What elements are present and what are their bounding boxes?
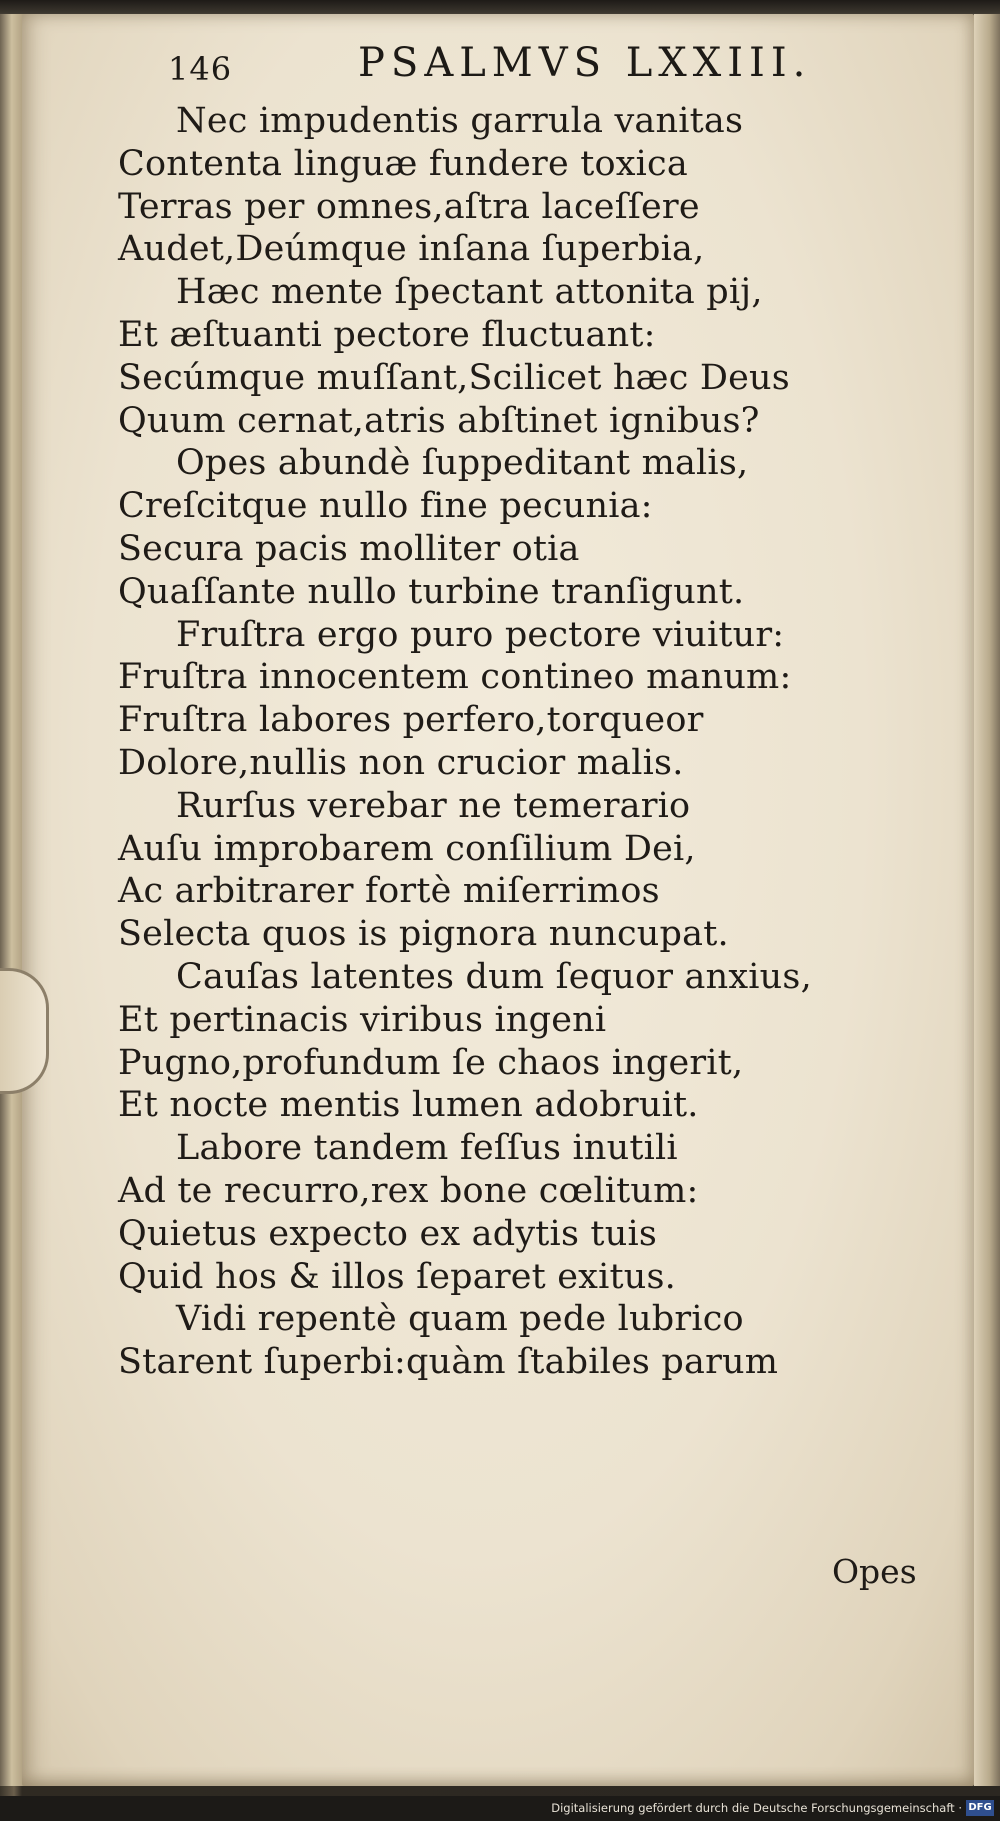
verse-line: Quum cernat,atris abſtinet ignibus? (118, 400, 760, 441)
verse-line: Starent ſuperbi:quàm ſtabiles parum (118, 1342, 779, 1383)
verse-line: Et æſtuanti pectore fluctuant: (118, 314, 656, 355)
verse-line: Audet,Deúmque inſana ſuperbia, (118, 229, 705, 270)
verse-line: Selecta quos is pignora nuncupat. (118, 914, 729, 955)
funding-note: Digitalisierung gefördert durch die Deutsche Forschungsgemeinschaft · (551, 1801, 962, 1815)
page-number: 146 (168, 50, 233, 88)
verse-line: Ac arbitrarer fortè miſerrimos (118, 871, 660, 912)
footer-bar (0, 1796, 1000, 1821)
verse-line: Ad te recurro,rex bone cœlitum: (118, 1170, 699, 1211)
verse-line: Et pertinacis viribus ingeni (118, 999, 607, 1040)
verse-line: Quid hos & illos ſeparet exitus. (118, 1256, 676, 1297)
verse-line: Labore tandem feſſus inutili (176, 1128, 678, 1169)
running-head: PSALMVS LXXIII. (358, 40, 812, 86)
verse-line: Hæc mente ſpectant attonita pij, (176, 272, 763, 313)
verse-line: Quietus expecto ex adytis tuis (118, 1213, 657, 1254)
verse-line: Auſu improbarem conſilium Dei, (118, 828, 696, 869)
verse-line: Fruſtra innocentem contineo manum: (118, 657, 792, 698)
verse-line: Fruſtra labores perfero,torqueor (118, 700, 704, 741)
verse-line: Contenta linguæ fundere toxica (118, 143, 688, 184)
catchword: Opes (832, 1552, 917, 1591)
verse-line: Pugno,profundum ſe chaos ingerit, (118, 1042, 744, 1083)
verse-line: Terras per omnes,aſtra laceſſere (118, 186, 700, 227)
verse-line: Cauſas latentes dum ſequor anxius, (176, 956, 812, 997)
poem-text (118, 100, 948, 1384)
verse-line: Secura pacis molliter otia (118, 528, 580, 569)
adjacent-page-edge (974, 14, 1000, 1786)
verse-line: Quaſſante nullo turbine tranſigunt. (118, 571, 745, 612)
page-clasp-tab (0, 968, 49, 1094)
verse-line: Secúmque muſſant,Scilicet hæc Deus (118, 357, 790, 398)
page-header (168, 36, 868, 96)
verse-line: Nec impudentis garrula vanitas (176, 101, 744, 141)
dfg-logo: DFG (966, 1800, 994, 1816)
verse-line: Rurſus verebar ne temerario (176, 785, 691, 826)
verse-line: Dolore,nullis non crucior malis. (118, 742, 684, 783)
verse-line: Et nocte mentis lumen adobruit. (118, 1085, 699, 1126)
verse-line: Opes abundè ſuppeditant malis, (176, 443, 749, 484)
verse-line: Fruſtra ergo puro pectore viuitur: (176, 614, 785, 655)
verse-line: Creſcitque nullo fine pecunia: (118, 486, 653, 527)
verse-line: Vidi repentè quam pede lubrico (176, 1299, 744, 1340)
